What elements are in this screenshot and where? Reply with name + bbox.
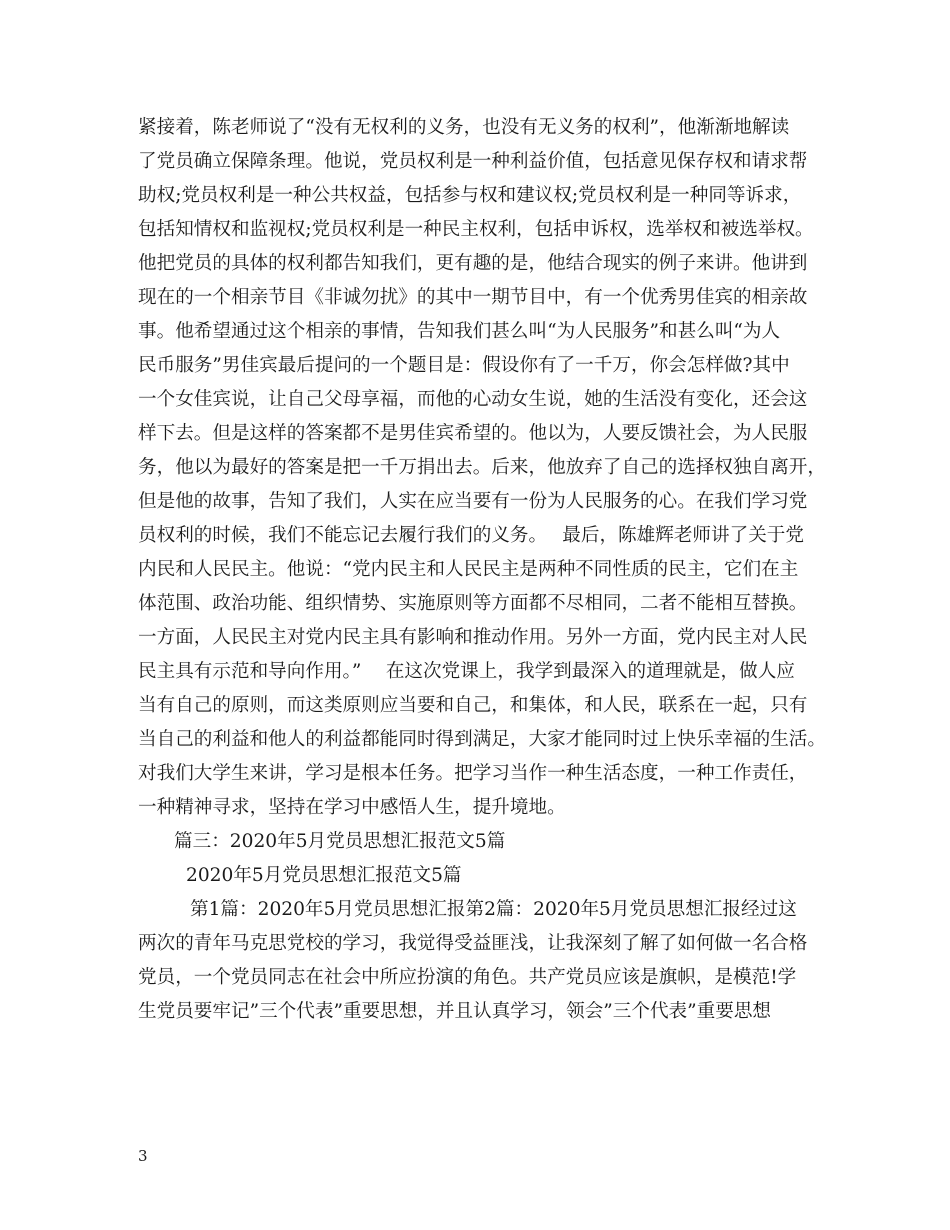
- text-line: 但是他的故事，告知了我们，人实在应当要有一份为人民服务的心。在我们学习党: [138, 491, 808, 512]
- text-line: 两次的青年马克思党校的学习，我觉得受益匪浅，让我深刻了解了如何做一名合格: [138, 933, 808, 954]
- text-line: 生党员要牢记”三个代表”重要思想，并且认真学习，领会”三个代表”重要思想: [138, 1001, 772, 1022]
- text-line: 内民和人民民主。他说：“党内民主和人民民主是两种不同性质的民主，它们在主: [138, 559, 799, 580]
- text-line: 民主具有示范和导向作用。” 在这次党课上，我学到最深入的道理就是，做人应: [138, 661, 795, 682]
- text-line: 一种精神寻求，坚持在学习中感悟人生，提升境地。: [138, 797, 566, 818]
- text-line: 样下去。但是这样的答案都不是男佳宾希望的。他以为，人要反馈社会，为人民服: [138, 423, 808, 444]
- text-line: 员权利的时候，我们不能忘记去履行我们的义务。 最后，陈雄辉老师讲了关于党: [138, 525, 804, 546]
- text-line: 事。他希望通过这个相亲的事情，告知我们甚么叫“为人民服务”和甚么叫“为人: [138, 321, 781, 342]
- text-line: 助权;党员权利是一种公共权益，包括参与权和建议权;党员权利是一种同等诉求，: [138, 185, 802, 206]
- text-line: 当自己的利益和他人的利益都能同时得到满足，大家才能同时过上快乐幸福的生活。: [138, 729, 826, 750]
- text-line: 一方面，人民民主对党内民主具有影响和推动作用。另外一方面，党内民主对人民: [138, 627, 808, 648]
- text-line: 第1篇：2020年5月党员思想汇报第2篇：2020年5月党员思想汇报经过这: [190, 899, 797, 920]
- text-line: 体范围、政治功能、组织情势、实施原则等方面都不尽相同，二者不能相互替换。: [138, 593, 808, 614]
- text-line: 了党员确立保障条理。他说，党员权利是一种利益价值，包括意见保存权和请求帮: [138, 151, 808, 172]
- section-heading: 篇三：2020年5月党员思想汇报范文5篇: [174, 831, 506, 852]
- text-line: 一个女佳宾说，让自己父母享福，而他的心动女生说，她的生活没有变化，还会这: [138, 389, 808, 410]
- text-line: 民币服务”男佳宾最后提问的一个题目是：假设你有了一千万，你会怎样做?其中: [138, 355, 790, 376]
- text-line: 包括知情权和监视权;党员权利是一种民主权利，包括申诉权，选举权和被选举权。: [138, 219, 814, 240]
- text-line: 紧接着，陈老师说了“没有无权利的义务，也没有无义务的权利”，他渐渐地解读: [138, 117, 790, 138]
- text-line: 党员，一个党员同志在社会中所应扮演的角色。共产党员应该是旗帜，是模范!学: [138, 967, 797, 988]
- text-line: 他把党员的具体的权利都告知我们，更有趣的是，他结合现实的例子来讲。他讲到: [138, 253, 808, 274]
- text-line: 当有自己的原则，而这类原则应当要和自己，和集体，和人民，联系在一起，只有: [138, 695, 808, 716]
- article-title: 2020年5月党员思想汇报范文5篇: [186, 865, 462, 886]
- text-line: 对我们大学生来讲，学习是根本任务。把学习当作一种生活态度，一种工作责任，: [138, 763, 808, 784]
- page-number: 3: [138, 1147, 148, 1165]
- text-line: 现在的一个相亲节目《非诚勿扰》的其中一期节目中，有一个优秀男佳宾的相亲故: [138, 287, 808, 308]
- text-line: 务，他以为最好的答案是把一千万捐出去。后来，他放弃了自己的选择权独自离开，: [138, 457, 826, 478]
